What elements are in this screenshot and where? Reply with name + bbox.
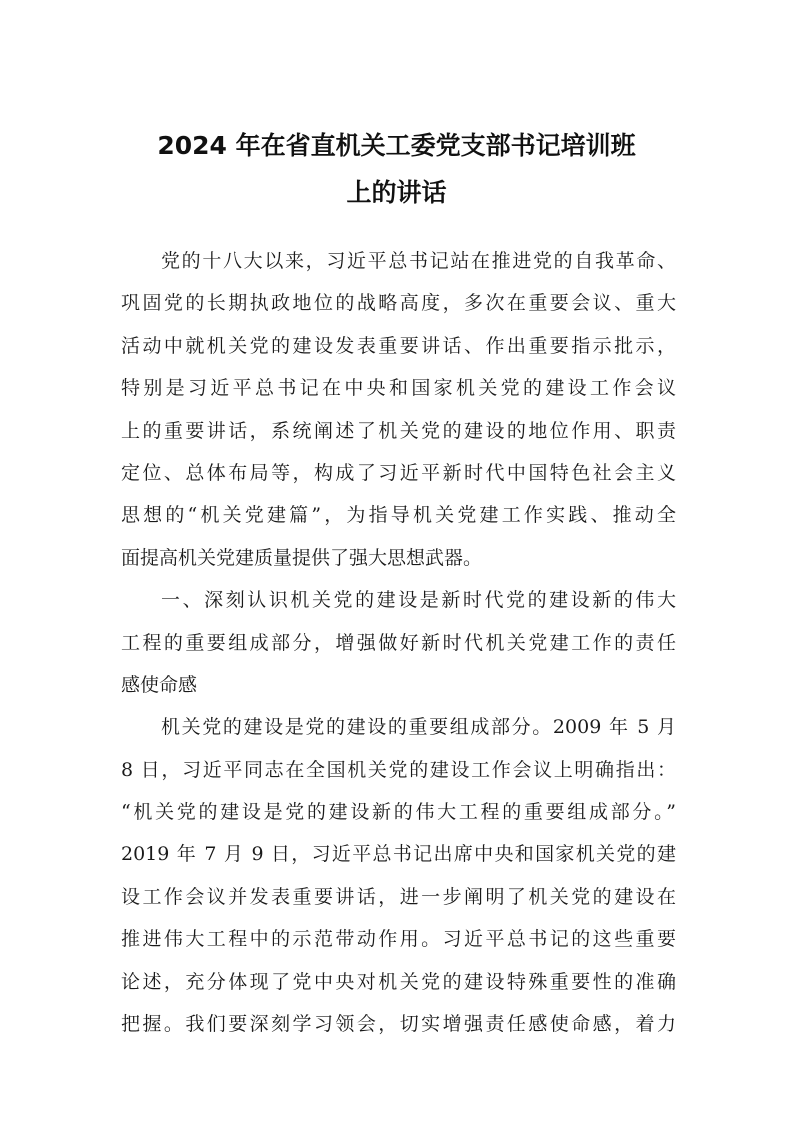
paragraph-1-line-5: 上的重要讲话，系统阐述了机关党的建设的地位作用、职责	[121, 419, 676, 442]
paragraph-1-line-6: 定位、总体布局等，构成了习近平新时代中国特色社会主义	[121, 461, 676, 484]
document-body	[121, 240, 676, 1045]
paragraph-3-line-2: 8 日，习近平同志在全国机关党的建设工作会议上明确指出：	[121, 758, 676, 781]
paragraph-1-line-4: 特别是习近平总书记在中央和国家机关党的建设工作会议	[121, 377, 676, 400]
paragraph-3-line-8: 把握。我们要深刻学习领会，切实增强责任感使命感，着力	[121, 1013, 676, 1036]
paragraph-3-line-3: “机关党的建设是党的建设新的伟大工程的重要组成部分。”	[121, 801, 676, 824]
paragraph-3-line-6: 推进伟大工程中的示范带动作用。习近平总书记的这些重要	[121, 928, 676, 951]
paragraph-3-line-7: 论述，充分体现了党中央对机关党的建设特殊重要性的准确	[121, 970, 676, 993]
paragraph-3-line-5: 设工作会议并发表重要讲话，进一步阐明了机关党的建设在	[121, 885, 676, 908]
paragraph-1-line-8: 面提高机关党建质量提供了强大思想武器。	[121, 546, 483, 569]
paragraph-1-line-3: 活动中就机关党的建设发表重要讲话、作出重要指示批示，	[121, 334, 676, 357]
document-title-line-2: 上的讲话	[346, 178, 447, 207]
paragraph-1-line-1: 党的十八大以来，习近平总书记站在推进党的自我革命、	[161, 250, 676, 272]
section-heading-line-3: 感使命感	[121, 673, 198, 696]
document-title-line-1: 2024 年在省直机关工委党支部书记培训班	[157, 131, 636, 160]
paragraph-1-line-7: 思想的“机关党建篇”，为指导机关党建工作实践、推动全	[121, 504, 676, 527]
paragraph-3-line-1: 机关党的建设是党的建设的重要组成部分。2009 年 5 月	[161, 716, 676, 739]
paragraph-3-line-4: 2019 年 7 月 9 日，习近平总书记出席中央和国家机关党的建	[121, 843, 676, 866]
section-heading-line-1: 一、深刻认识机关党的建设是新时代党的建设新的伟大	[161, 589, 676, 612]
section-heading-line-2: 工程的重要组成部分，增强做好新时代机关党建工作的责任	[121, 631, 676, 654]
paragraph-1-line-2: 巩固党的长期执政地位的战略高度，多次在重要会议、重大	[121, 292, 676, 315]
